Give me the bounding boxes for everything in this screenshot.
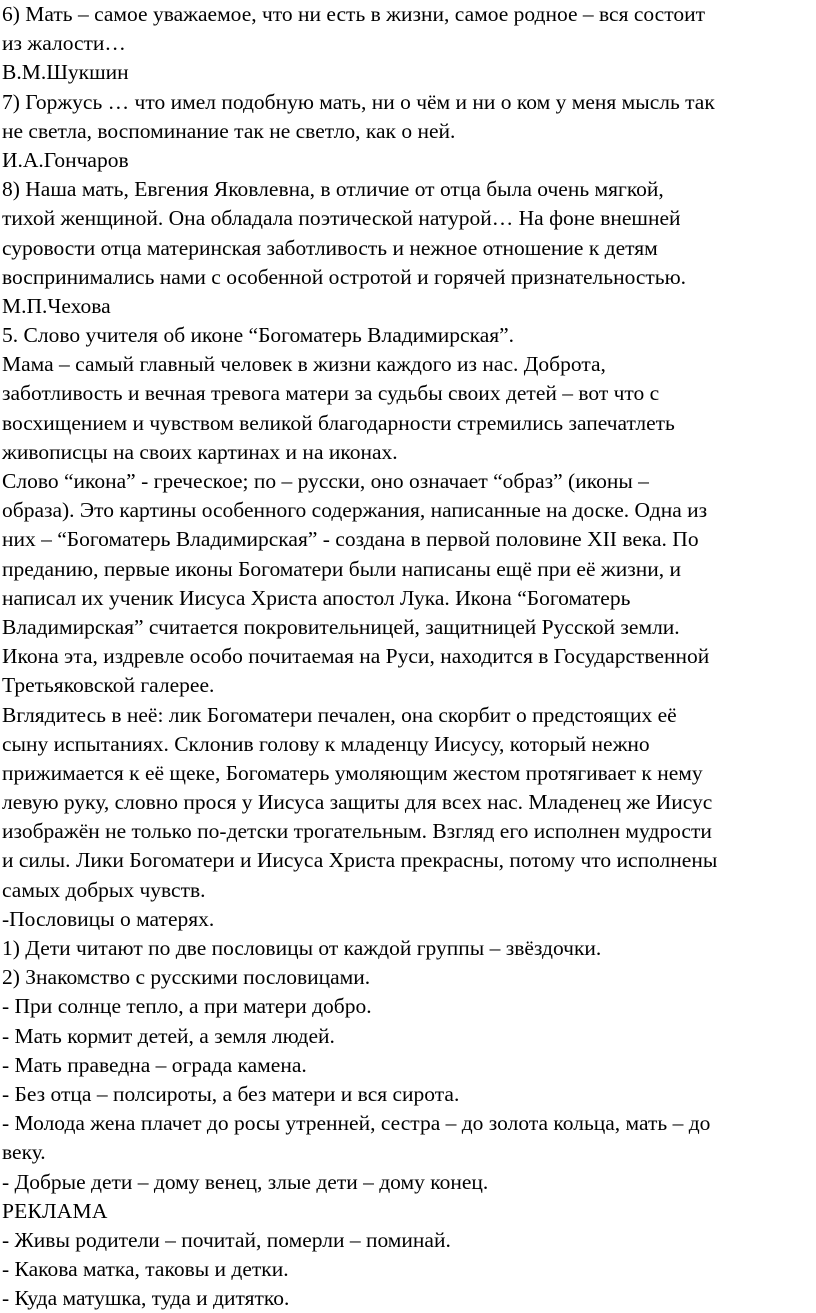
text-line: образа). Это картины особенного содержания, написанные на доске. Одна из <box>2 498 708 523</box>
text-line: самых добрых чувств. <box>2 877 206 902</box>
list-item: 2) Знакомство с русскими пословицами. <box>2 965 371 990</box>
text-line: тихой женщиной. Она обладала поэтической натурой… На фоне внешней <box>2 206 681 231</box>
proverb-item: - Мать кормит детей, а земля людей. <box>2 1023 335 1048</box>
proverb-item: веку. <box>2 1140 46 1165</box>
text-line: прижимается к её щеке, Богоматерь умоляющим жестом протягивает к нему <box>2 760 703 785</box>
text-line: написал их ученик Иисуса Христа апостол Лука. Икона “Богоматерь <box>2 585 631 610</box>
text-line: 6) Мать – самое уважаемое, что ни есть в жизни, самое родное – вся состоит <box>2 2 705 26</box>
text-line: них – “Богоматерь Владимирская” - создана в первой половине XII века. По <box>2 527 699 552</box>
section-heading: 5. Слово учителя об иконе “Богоматерь Владимирская”. <box>2 323 515 348</box>
text-line: Владимирская” считается покровительницей, защитницей Русской земли. <box>2 614 680 639</box>
proverb-item: - Добрые дети – дому венец, злые дети – дому конец. <box>2 1169 489 1194</box>
proverb-item: - Без отца – полсироты, а без матери и вся сирота. <box>2 1081 460 1106</box>
proverb-item: - При солнце тепло, а при матери добро. <box>2 994 372 1019</box>
quote-author: М.П.Чехова <box>2 293 111 318</box>
quote-author: И.А.Гончаров <box>2 147 129 172</box>
text-line: не светла, воспоминание так не светло, как о ней. <box>2 118 456 143</box>
text-line: Вглядитесь в неё: лик Богоматери печален, она скорбит о предстоящих её <box>2 702 677 727</box>
proverb-item: - Молода жена плачет до росы утренней, сестра – до золота кольца, мать – до <box>2 1111 711 1136</box>
text-line: левую руку, словно прося у Иисуса защиты для всех нас. Младенец же Иисус <box>2 790 713 815</box>
text-line: и силы. Лики Богоматери и Иисуса Христа прекрасны, потому что исполнены <box>2 848 718 873</box>
advertisement-label: РЕКЛАМА <box>2 1198 108 1223</box>
text-line: Третьяковской галерее. <box>2 673 215 698</box>
text-line: воспринимались нами с особенной остротой и горячей признательностью. <box>2 264 687 289</box>
proverb-item: - Какова матка, таковы и детки. <box>2 1257 289 1282</box>
text-line: живописцы на своих картинах и на иконах. <box>2 439 398 464</box>
proverb-item: - Мать праведна – ограда камена. <box>2 1052 307 1077</box>
section-heading: -Пословицы о матерях. <box>2 906 215 931</box>
text-line: Икона эта, издревле особо почитаемая на Руси, находится в Государственной <box>2 644 710 669</box>
text-line: суровости отца материнская заботливость и нежное отношение к детям <box>2 235 658 260</box>
proverb-item: - Живы родители – почитай, померли – поминай. <box>2 1227 451 1252</box>
text-line: Слово “икона” - греческое; по – русски, оно означает “образ” (иконы – <box>2 469 649 493</box>
quote-author: В.М.Шукшин <box>2 60 129 85</box>
text-line: 8) Наша мать, Евгения Яковлевна, в отличие от отца была очень мягкой, <box>2 177 664 202</box>
list-item: 1) Дети читают по две пословицы от каждой группы – звёздочки. <box>2 936 602 960</box>
text-line: преданию, первые иконы Богоматери были написаны ещё при её жизни, и <box>2 556 681 581</box>
text-line: 7) Горжусь … что имел подобную мать, ни о чём и ни о ком у меня мысль так <box>2 89 715 114</box>
text-line: сыну испытаниях. Склонив голову к младенцу Иисусу, который нежно <box>2 731 650 756</box>
text-line: из жалости… <box>2 31 126 56</box>
text-line: изображён не только по-детски трогательным. Взгляд его исполнен мудрости <box>2 819 712 844</box>
text-line: Мама – самый главный человек в жизни каждого из нас. Доброта, <box>2 352 606 377</box>
proverb-item: - Куда матушка, туда и дитятко. <box>2 1286 290 1311</box>
text-line: заботливость и вечная тревога матери за судьбы своих детей – вот что с <box>2 381 660 406</box>
text-line: восхищением и чувством великой благодарности стремились запечатлеть <box>2 410 675 435</box>
